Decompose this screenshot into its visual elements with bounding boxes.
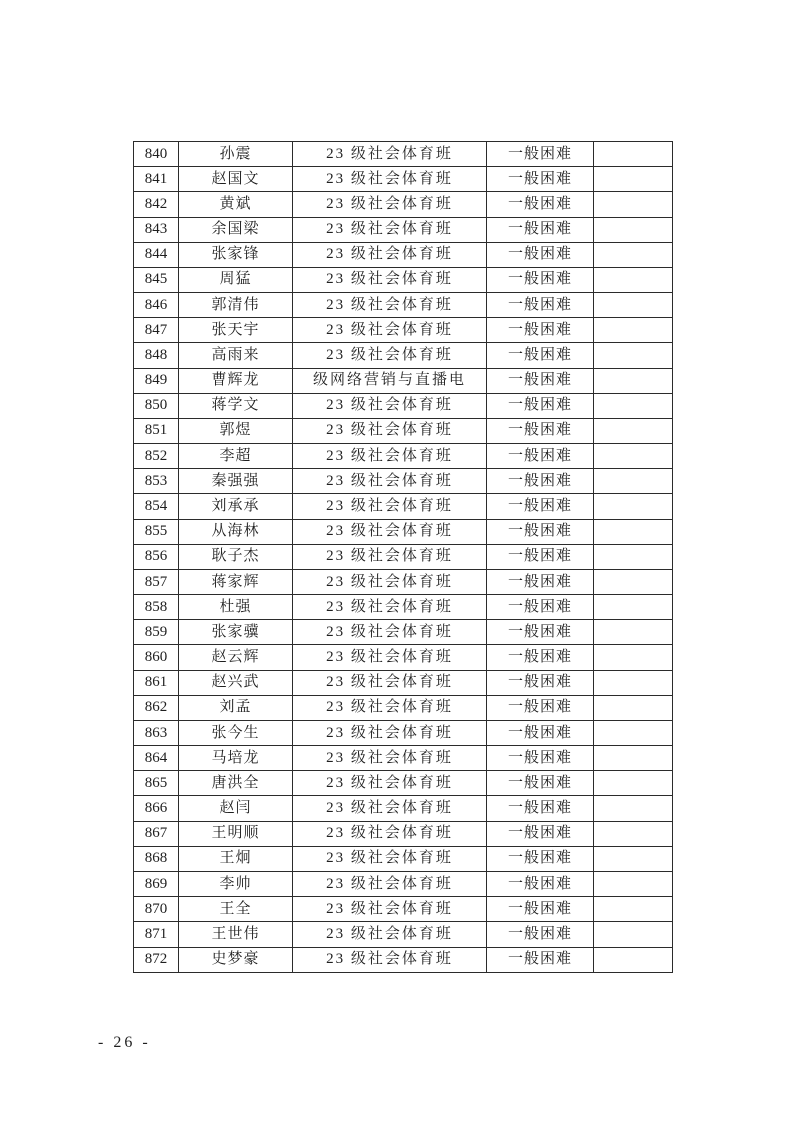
cell-name: 余国梁 [179, 217, 293, 242]
table-row [134, 494, 673, 519]
student-table [133, 141, 673, 973]
cell-name: 杜强 [179, 595, 293, 620]
cell-difficulty: 一般困难 [487, 897, 594, 922]
cell-difficulty: 一般困难 [487, 595, 594, 620]
cell-difficulty: 一般困难 [487, 947, 594, 973]
cell-name: 赵兴武 [179, 670, 293, 695]
cell-difficulty: 一般困难 [487, 771, 594, 796]
cell-note [594, 595, 673, 620]
cell-index: 863 [134, 720, 179, 745]
cell-class: 23 级社会体育班 [293, 469, 487, 494]
cell-note [594, 695, 673, 720]
table-row [134, 670, 673, 695]
cell-difficulty: 一般困难 [487, 494, 594, 519]
table-row [134, 947, 673, 973]
table-row [134, 695, 673, 720]
cell-note [594, 846, 673, 871]
cell-name: 孙震 [179, 142, 293, 167]
cell-index: 858 [134, 595, 179, 620]
cell-difficulty: 一般困难 [487, 519, 594, 544]
cell-class: 23 级社会体育班 [293, 192, 487, 217]
cell-name: 周猛 [179, 267, 293, 292]
cell-class: 23 级社会体育班 [293, 846, 487, 871]
cell-class: 23 级社会体育班 [293, 519, 487, 544]
page-number: - 26 - [98, 1034, 151, 1051]
table-row [134, 217, 673, 242]
cell-index: 844 [134, 242, 179, 267]
cell-note [594, 142, 673, 167]
cell-note [594, 922, 673, 947]
cell-index: 867 [134, 821, 179, 846]
cell-name: 王明顺 [179, 821, 293, 846]
cell-index: 866 [134, 796, 179, 821]
cell-note [594, 167, 673, 192]
cell-name: 王世伟 [179, 922, 293, 947]
cell-difficulty: 一般困难 [487, 796, 594, 821]
cell-note [594, 519, 673, 544]
cell-name: 李帅 [179, 871, 293, 896]
cell-note [594, 720, 673, 745]
table-row [134, 846, 673, 871]
table-row [134, 393, 673, 418]
cell-difficulty: 一般困难 [487, 242, 594, 267]
table-row [134, 519, 673, 544]
cell-index: 854 [134, 494, 179, 519]
cell-class: 23 级社会体育班 [293, 318, 487, 343]
cell-class: 23 级社会体育班 [293, 645, 487, 670]
table-row [134, 871, 673, 896]
cell-class: 23 级社会体育班 [293, 343, 487, 368]
cell-note [594, 318, 673, 343]
cell-index: 851 [134, 418, 179, 443]
cell-note [594, 796, 673, 821]
cell-class: 23 级社会体育班 [293, 871, 487, 896]
cell-note [594, 645, 673, 670]
cell-name: 马培龙 [179, 746, 293, 771]
cell-name: 唐洪全 [179, 771, 293, 796]
table-row [134, 267, 673, 292]
cell-class: 23 级社会体育班 [293, 796, 487, 821]
cell-index: 843 [134, 217, 179, 242]
cell-note [594, 217, 673, 242]
cell-name: 李超 [179, 444, 293, 469]
table-row [134, 318, 673, 343]
cell-index: 841 [134, 167, 179, 192]
cell-index: 842 [134, 192, 179, 217]
cell-note [594, 469, 673, 494]
cell-index: 862 [134, 695, 179, 720]
table-row [134, 796, 673, 821]
cell-class: 23 级社会体育班 [293, 418, 487, 443]
cell-index: 849 [134, 368, 179, 393]
cell-note [594, 393, 673, 418]
cell-difficulty: 一般困难 [487, 569, 594, 594]
cell-index: 860 [134, 645, 179, 670]
cell-class: 23 级社会体育班 [293, 695, 487, 720]
cell-name: 黄斌 [179, 192, 293, 217]
table-row [134, 192, 673, 217]
cell-index: 856 [134, 544, 179, 569]
cell-difficulty: 一般困难 [487, 444, 594, 469]
cell-difficulty: 一般困难 [487, 645, 594, 670]
cell-note [594, 871, 673, 896]
cell-class: 23 级社会体育班 [293, 746, 487, 771]
cell-difficulty: 一般困难 [487, 746, 594, 771]
cell-difficulty: 一般困难 [487, 821, 594, 846]
cell-class: 级网络营销与直播电 [293, 368, 487, 393]
table-row [134, 368, 673, 393]
cell-index: 861 [134, 670, 179, 695]
cell-index: 852 [134, 444, 179, 469]
cell-note [594, 267, 673, 292]
cell-class: 23 级社会体育班 [293, 393, 487, 418]
cell-index: 871 [134, 922, 179, 947]
cell-index: 859 [134, 620, 179, 645]
table-row [134, 569, 673, 594]
cell-name: 张家锋 [179, 242, 293, 267]
cell-difficulty: 一般困难 [487, 267, 594, 292]
cell-name: 曹辉龙 [179, 368, 293, 393]
table-row [134, 620, 673, 645]
cell-class: 23 级社会体育班 [293, 821, 487, 846]
table-row [134, 343, 673, 368]
cell-note [594, 821, 673, 846]
cell-index: 845 [134, 267, 179, 292]
cell-note [594, 293, 673, 318]
table-row [134, 444, 673, 469]
cell-note [594, 242, 673, 267]
cell-index: 872 [134, 947, 179, 973]
cell-difficulty: 一般困难 [487, 293, 594, 318]
cell-class: 23 级社会体育班 [293, 142, 487, 167]
cell-name: 史梦豪 [179, 947, 293, 973]
cell-class: 23 级社会体育班 [293, 444, 487, 469]
cell-class: 23 级社会体育班 [293, 620, 487, 645]
cell-note [594, 418, 673, 443]
cell-class: 23 级社会体育班 [293, 217, 487, 242]
table-row [134, 771, 673, 796]
cell-class: 23 级社会体育班 [293, 897, 487, 922]
cell-difficulty: 一般困难 [487, 418, 594, 443]
cell-difficulty: 一般困难 [487, 318, 594, 343]
cell-name: 郭煜 [179, 418, 293, 443]
cell-name: 耿子杰 [179, 544, 293, 569]
cell-name: 蒋学文 [179, 393, 293, 418]
cell-name: 刘孟 [179, 695, 293, 720]
cell-difficulty: 一般困难 [487, 217, 594, 242]
table-row [134, 746, 673, 771]
cell-note [594, 192, 673, 217]
cell-index: 847 [134, 318, 179, 343]
cell-class: 23 级社会体育班 [293, 293, 487, 318]
cell-difficulty: 一般困难 [487, 142, 594, 167]
cell-class: 23 级社会体育班 [293, 267, 487, 292]
cell-index: 848 [134, 343, 179, 368]
table-row [134, 242, 673, 267]
cell-index: 868 [134, 846, 179, 871]
cell-name: 高雨来 [179, 343, 293, 368]
table-row [134, 821, 673, 846]
cell-difficulty: 一般困难 [487, 846, 594, 871]
cell-name: 王炯 [179, 846, 293, 871]
cell-name: 张家骥 [179, 620, 293, 645]
cell-name: 张今生 [179, 720, 293, 745]
cell-class: 23 级社会体育班 [293, 494, 487, 519]
cell-index: 846 [134, 293, 179, 318]
cell-difficulty: 一般困难 [487, 393, 594, 418]
cell-difficulty: 一般困难 [487, 695, 594, 720]
cell-name: 蒋家辉 [179, 569, 293, 594]
cell-note [594, 494, 673, 519]
cell-difficulty: 一般困难 [487, 192, 594, 217]
cell-index: 864 [134, 746, 179, 771]
cell-class: 23 级社会体育班 [293, 922, 487, 947]
cell-class: 23 级社会体育班 [293, 595, 487, 620]
cell-note [594, 947, 673, 973]
table-row [134, 293, 673, 318]
cell-note [594, 544, 673, 569]
student-table-body [134, 142, 673, 973]
cell-note [594, 620, 673, 645]
cell-name: 王全 [179, 897, 293, 922]
cell-index: 869 [134, 871, 179, 896]
cell-difficulty: 一般困难 [487, 670, 594, 695]
cell-class: 23 级社会体育班 [293, 569, 487, 594]
cell-class: 23 级社会体育班 [293, 670, 487, 695]
table-row [134, 720, 673, 745]
cell-note [594, 771, 673, 796]
cell-index: 840 [134, 142, 179, 167]
cell-note [594, 569, 673, 594]
table-row [134, 142, 673, 167]
cell-difficulty: 一般困难 [487, 343, 594, 368]
cell-index: 855 [134, 519, 179, 544]
cell-class: 23 级社会体育班 [293, 720, 487, 745]
cell-difficulty: 一般困难 [487, 922, 594, 947]
cell-index: 865 [134, 771, 179, 796]
cell-class: 23 级社会体育班 [293, 544, 487, 569]
cell-class: 23 级社会体育班 [293, 242, 487, 267]
cell-class: 23 级社会体育班 [293, 167, 487, 192]
cell-index: 870 [134, 897, 179, 922]
table-row [134, 897, 673, 922]
cell-note [594, 343, 673, 368]
table-row [134, 167, 673, 192]
cell-difficulty: 一般困难 [487, 167, 594, 192]
table-row [134, 418, 673, 443]
table-row [134, 469, 673, 494]
cell-class: 23 级社会体育班 [293, 947, 487, 973]
cell-difficulty: 一般困难 [487, 720, 594, 745]
cell-note [594, 670, 673, 695]
table-row [134, 645, 673, 670]
cell-difficulty: 一般困难 [487, 469, 594, 494]
cell-name: 张天宇 [179, 318, 293, 343]
cell-difficulty: 一般困难 [487, 368, 594, 393]
cell-difficulty: 一般困难 [487, 544, 594, 569]
cell-note [594, 444, 673, 469]
cell-name: 赵国文 [179, 167, 293, 192]
cell-index: 853 [134, 469, 179, 494]
cell-index: 857 [134, 569, 179, 594]
cell-note [594, 897, 673, 922]
cell-note [594, 368, 673, 393]
table-row [134, 544, 673, 569]
cell-name: 赵闫 [179, 796, 293, 821]
cell-index: 850 [134, 393, 179, 418]
cell-class: 23 级社会体育班 [293, 771, 487, 796]
cell-difficulty: 一般困难 [487, 871, 594, 896]
cell-name: 刘承承 [179, 494, 293, 519]
cell-name: 从海林 [179, 519, 293, 544]
cell-name: 赵云辉 [179, 645, 293, 670]
cell-name: 秦强强 [179, 469, 293, 494]
table-row [134, 595, 673, 620]
cell-difficulty: 一般困难 [487, 620, 594, 645]
cell-name: 郭清伟 [179, 293, 293, 318]
cell-note [594, 746, 673, 771]
table-row [134, 922, 673, 947]
